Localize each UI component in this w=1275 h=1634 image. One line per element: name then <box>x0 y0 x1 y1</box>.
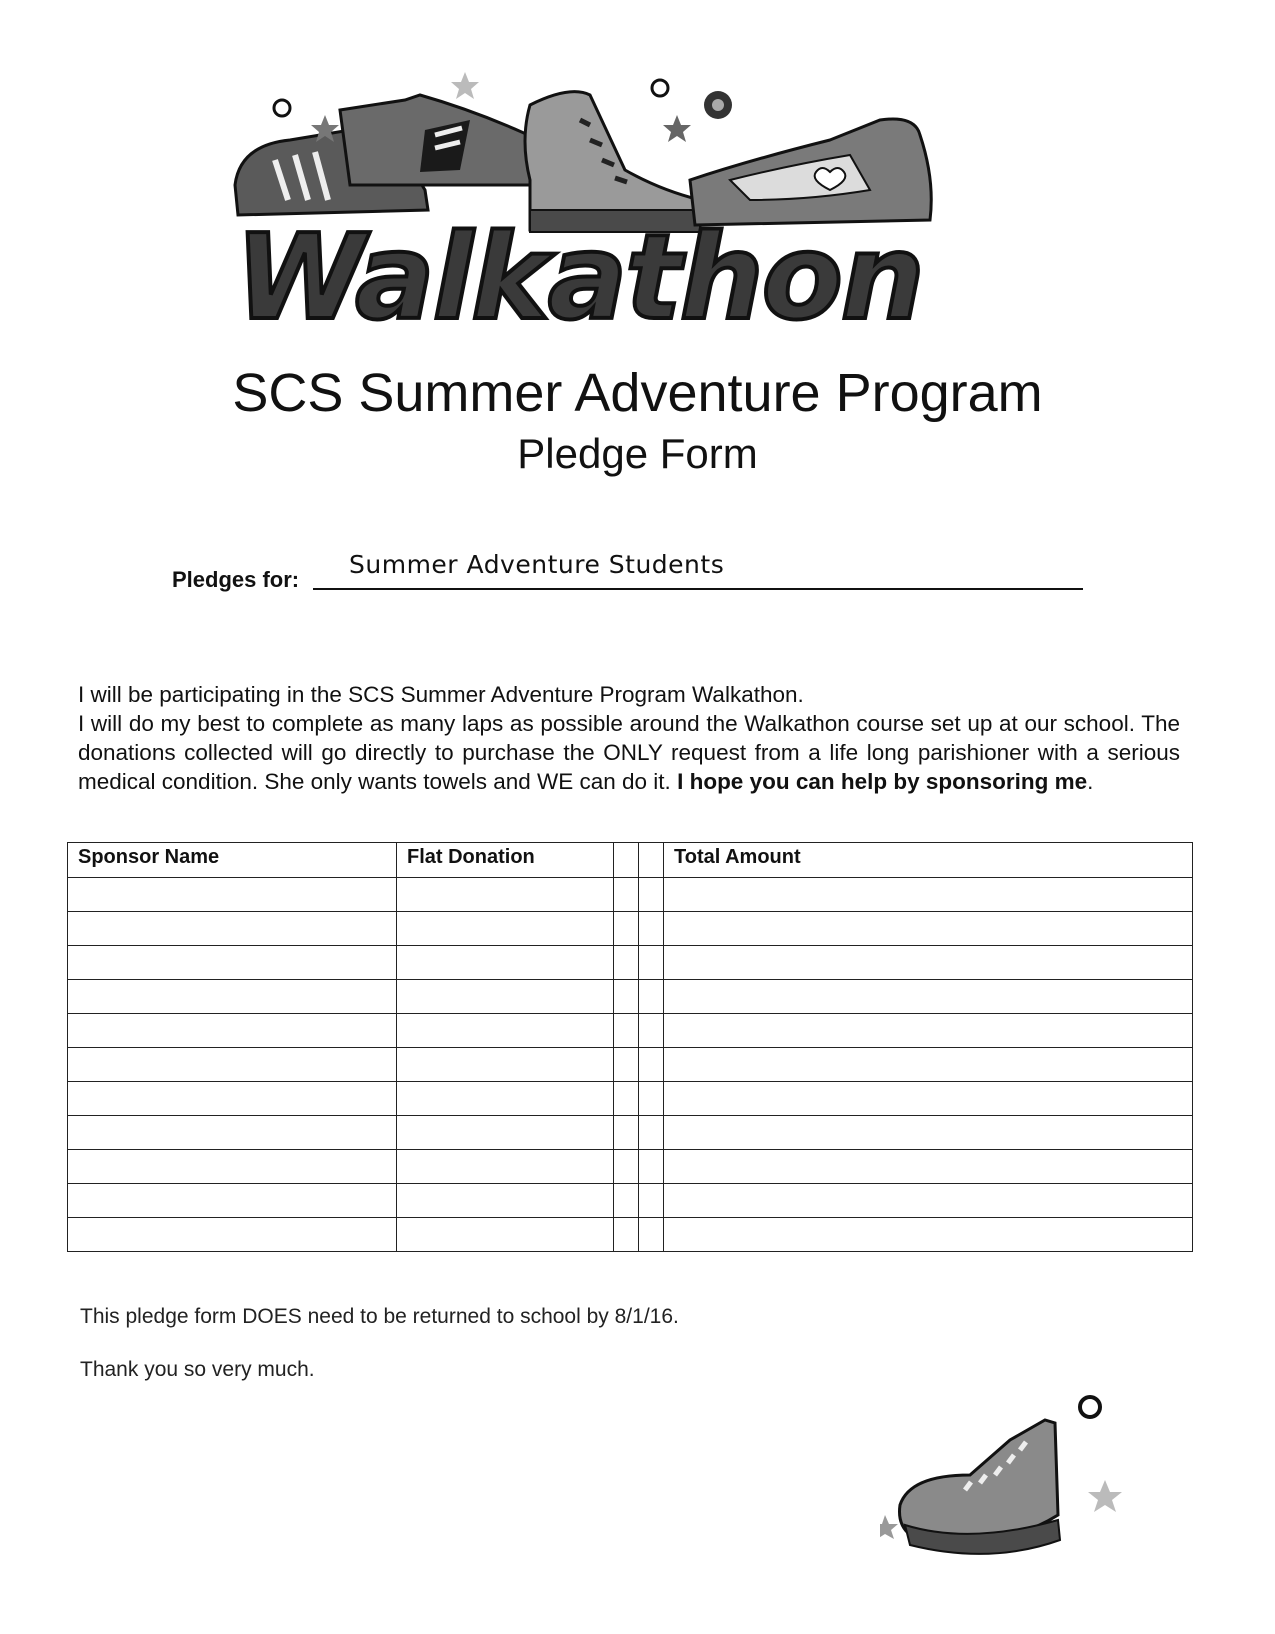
header-blank-2 <box>639 843 664 878</box>
logo-word: Walkathon <box>235 208 923 335</box>
table-cell <box>397 1116 614 1150</box>
table-row <box>68 1082 1193 1116</box>
intro-body-text: I will do my best to complete as many laps as possible around the Walkathon course set up at our school. The donations collected will go directly to purchase the ONLY request from a life long parishioner with a serious medical condition. She only wants towels and WE can do it. <box>78 711 1180 794</box>
table-row <box>68 1150 1193 1184</box>
intro-line-1: I will be participating in the SCS Summer Adventure Program Walkathon. <box>78 682 804 707</box>
table-cell <box>397 1184 614 1218</box>
table-cell <box>397 912 614 946</box>
table-cell <box>68 1014 397 1048</box>
table-cell <box>639 1184 664 1218</box>
intro-end-punct: . <box>1087 769 1094 794</box>
table-cell <box>68 1082 397 1116</box>
table-cell <box>664 1082 1193 1116</box>
pledges-for-label: Pledges for: <box>172 567 300 592</box>
table-cell <box>639 1048 664 1082</box>
table-cell <box>664 912 1193 946</box>
table-cell <box>614 1048 639 1082</box>
table-cell <box>639 946 664 980</box>
intro-line-2 <box>78 709 1180 796</box>
table-cell <box>68 1048 397 1082</box>
header-sponsor-name: Sponsor Name <box>68 843 397 878</box>
pledges-for-underline <box>313 588 1083 590</box>
table-cell <box>639 1218 664 1252</box>
page-subtitle: Pledge Form <box>517 430 758 477</box>
table-row <box>68 1116 1193 1150</box>
intro-paragraph <box>78 680 1180 796</box>
table-row <box>68 946 1193 980</box>
table-row <box>68 1184 1193 1218</box>
table-cell <box>614 1082 639 1116</box>
pledge-table <box>67 842 1193 1252</box>
table-cell <box>614 1184 639 1218</box>
table-cell <box>664 1218 1193 1252</box>
table-cell <box>397 1082 614 1116</box>
table-cell <box>664 980 1193 1014</box>
table-cell <box>614 980 639 1014</box>
table-cell <box>68 1184 397 1218</box>
table-cell <box>614 1116 639 1150</box>
table-cell <box>664 878 1193 912</box>
table-cell <box>614 878 639 912</box>
table-cell <box>639 1082 664 1116</box>
table-cell <box>614 912 639 946</box>
table-cell <box>664 1184 1193 1218</box>
pledges-for-value: Summer Adventure Students <box>349 550 725 579</box>
table-cell <box>397 980 614 1014</box>
table-cell <box>397 1014 614 1048</box>
table-cell <box>68 912 397 946</box>
walkathon-logo <box>230 60 990 335</box>
table-row <box>68 1014 1193 1048</box>
table-cell <box>664 946 1193 980</box>
intro-bold-text: I hope you can help by sponsoring me <box>677 769 1088 794</box>
table-cell <box>397 878 614 912</box>
table-cell <box>68 946 397 980</box>
table-row <box>68 1048 1193 1082</box>
header-total-amount: Total Amount <box>664 843 1193 878</box>
page-title: SCS Summer Adventure Program <box>232 363 1043 423</box>
table-cell <box>664 1048 1193 1082</box>
table-cell <box>68 878 397 912</box>
table-cell <box>639 1116 664 1150</box>
table-cell <box>397 946 614 980</box>
table-cell <box>639 1014 664 1048</box>
table-cell <box>68 1150 397 1184</box>
table-cell <box>639 912 664 946</box>
table-row <box>68 1218 1193 1252</box>
table-cell <box>397 1218 614 1252</box>
header-blank-1 <box>614 843 639 878</box>
table-row <box>68 912 1193 946</box>
table-row <box>68 878 1193 912</box>
table-cell <box>639 878 664 912</box>
table-cell <box>614 1218 639 1252</box>
table-cell <box>397 1150 614 1184</box>
pledge-table-body <box>68 878 1193 1252</box>
table-cell <box>614 946 639 980</box>
table-cell <box>68 980 397 1014</box>
table-cell <box>614 1014 639 1048</box>
table-cell <box>397 1048 614 1082</box>
sneaker-illustration <box>880 1395 1170 1570</box>
table-row <box>68 980 1193 1014</box>
header-flat-donation: Flat Donation <box>397 843 614 878</box>
thanks-note: Thank you so very much. <box>80 1358 315 1381</box>
table-cell <box>639 980 664 1014</box>
table-cell <box>664 1150 1193 1184</box>
table-cell <box>68 1218 397 1252</box>
return-note: This pledge form DOES need to be returned to school by 8/1/16. <box>80 1305 679 1328</box>
table-cell <box>68 1116 397 1150</box>
table-cell <box>664 1014 1193 1048</box>
table-cell <box>639 1150 664 1184</box>
table-header-row <box>68 843 1193 878</box>
table-cell <box>664 1116 1193 1150</box>
table-cell <box>614 1150 639 1184</box>
